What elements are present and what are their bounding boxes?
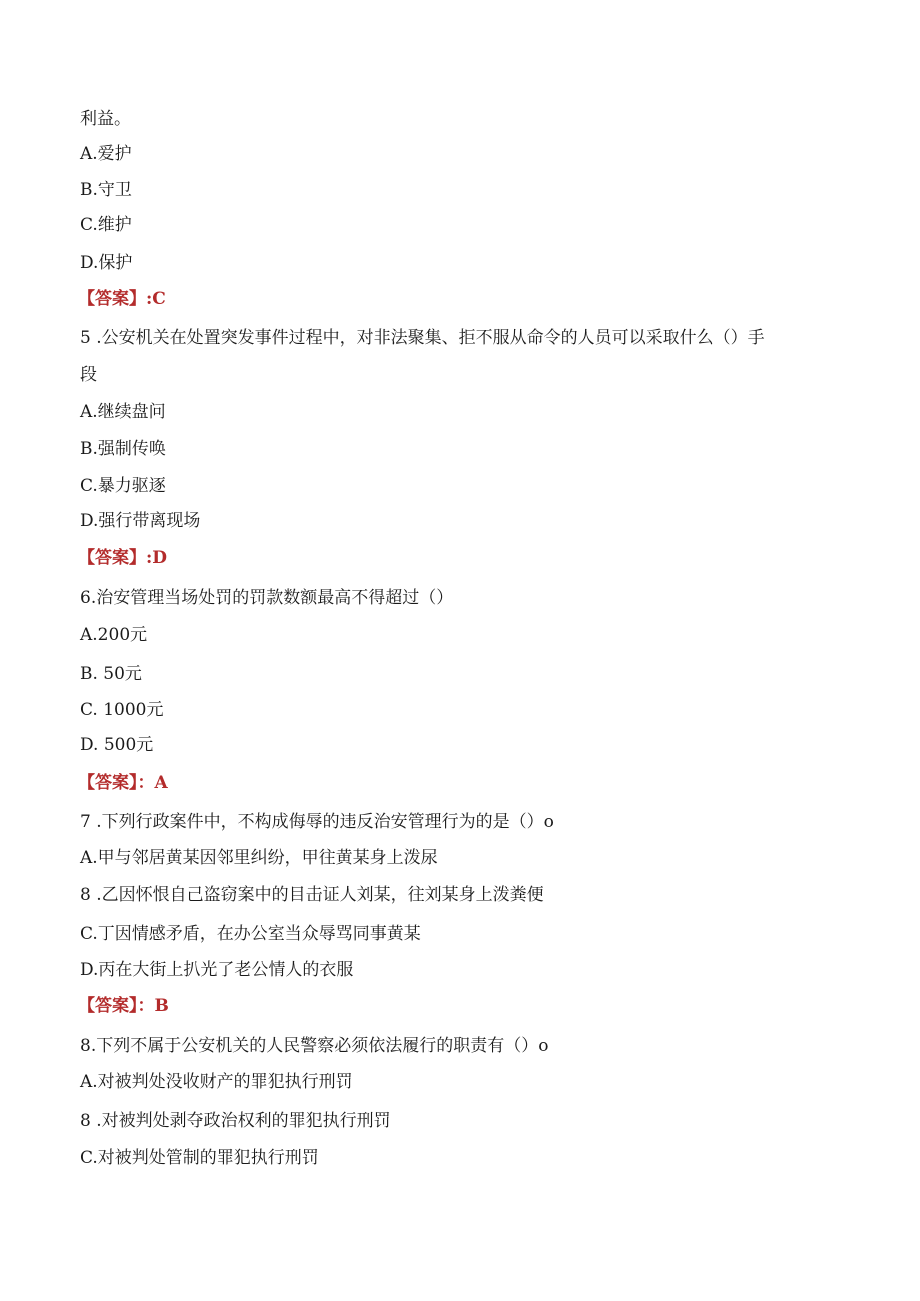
option-c: C.对被判处管制的罪犯执行刑罚 bbox=[80, 1148, 319, 1168]
option-d: D.强行带离现场 bbox=[80, 511, 201, 531]
question-8: 8.下列不属于公安机关的人民警察必须依法履行的职责有（）o bbox=[80, 1036, 549, 1056]
answer-label: 【答案】:C bbox=[78, 289, 166, 309]
option-a: A.甲与邻居黄某因邻里纠纷，甲往黄某身上泼尿 bbox=[80, 848, 438, 868]
question-5: 5 .公安机关在处置突发事件过程中，对非法聚集、拒不服从命令的人员可以采取什么（）手 bbox=[80, 328, 765, 348]
option-d: D.丙在大街上扒光了老公情人的衣服 bbox=[80, 960, 354, 980]
option-a: A.200元 bbox=[80, 625, 148, 645]
option-c: C.维护 bbox=[80, 215, 132, 235]
option-b: B.强制传唤 bbox=[80, 439, 166, 459]
question-7: 7 .下列行政案件中，不构成侮辱的违反治安管理行为的是（）o bbox=[80, 812, 554, 832]
option-b: 8 .对被判处剥夺政治权利的罪犯执行刑罚 bbox=[80, 1111, 391, 1131]
option-b: 8 .乙因怀恨自己盗窃案中的目击证人刘某，往刘某身上泼粪便 bbox=[80, 885, 544, 905]
question-5-continued: 段 bbox=[80, 365, 97, 385]
option-d: D.保护 bbox=[80, 253, 133, 273]
text-line: 利益。 bbox=[80, 109, 131, 129]
question-6: 6.治安管理当场处罚的罚款数额最高不得超过（） bbox=[80, 588, 454, 608]
answer-label: 【答案】:D bbox=[78, 548, 168, 568]
option-b: B.守卫 bbox=[80, 180, 132, 200]
option-c: C. 1000元 bbox=[80, 700, 164, 720]
option-b: B. 50元 bbox=[80, 664, 142, 684]
option-a: A.对被判处没收财产的罪犯执行刑罚 bbox=[80, 1072, 353, 1092]
answer-label: 【答案】：A bbox=[78, 773, 168, 793]
option-d: D. 500元 bbox=[80, 735, 154, 755]
option-a: A.爱护 bbox=[80, 144, 132, 164]
option-a: A.继续盘问 bbox=[80, 402, 166, 422]
option-c: C.丁因情感矛盾，在办公室当众辱骂同事黄某 bbox=[80, 924, 421, 944]
answer-label: 【答案】：B bbox=[78, 996, 169, 1016]
option-c: C.暴力驱逐 bbox=[80, 476, 166, 496]
